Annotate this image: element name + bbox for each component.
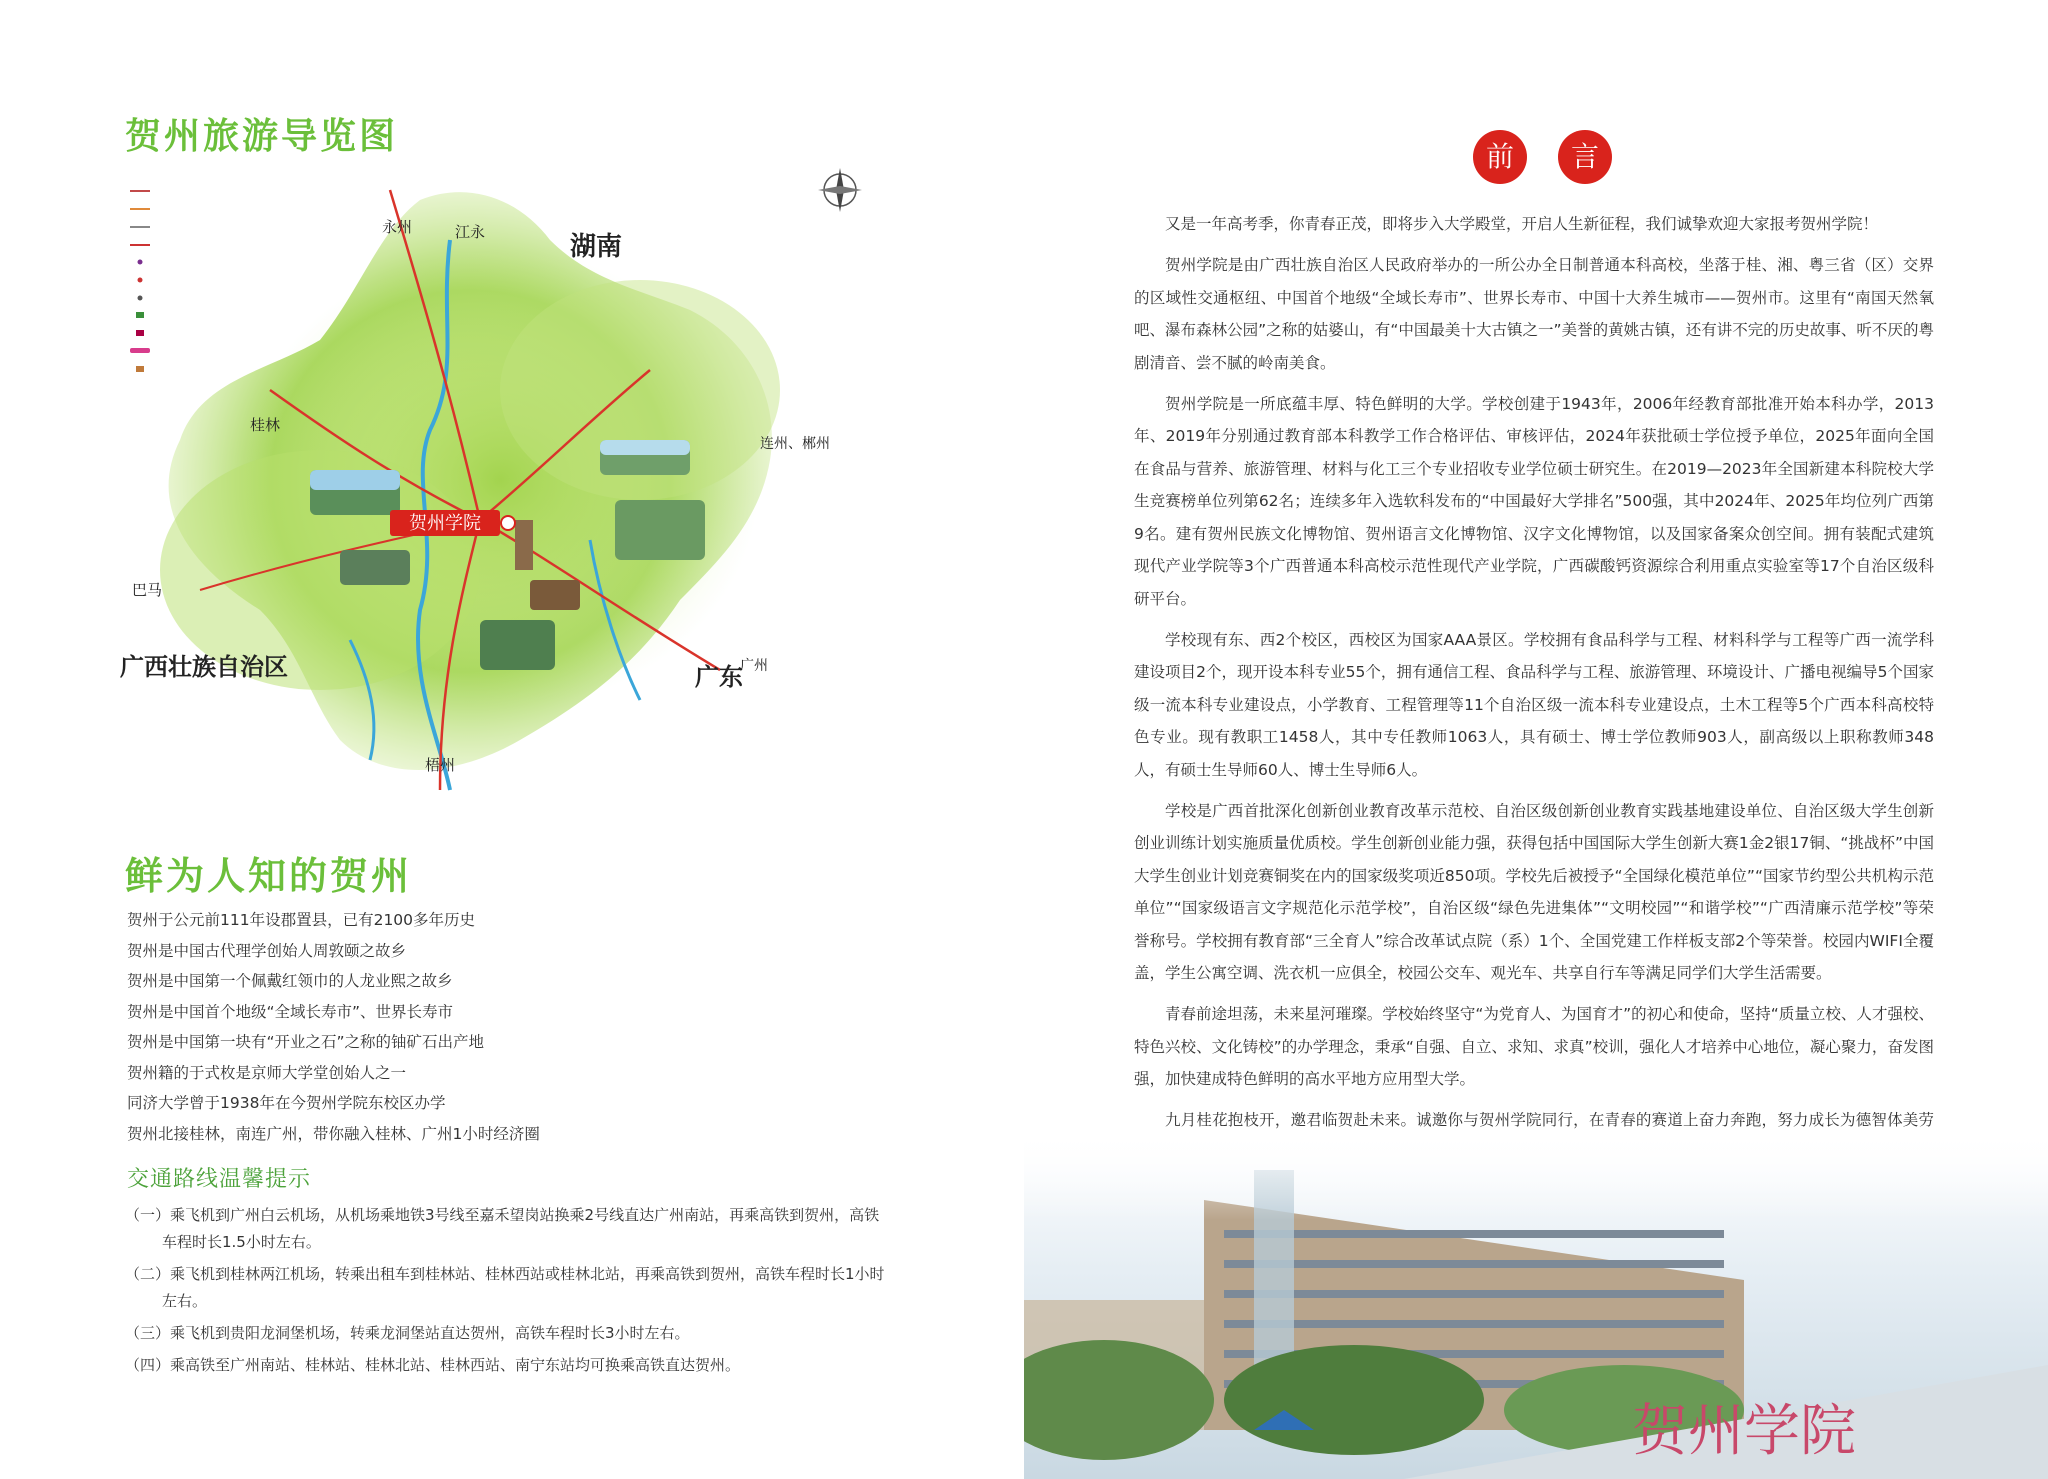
preface-char-badge: 前 [1473, 130, 1527, 184]
preface-paragraph: 贺州学院是一所底蕴丰厚、特色鲜明的大学。学校创建于1943年，2006年经教育部批准开始本科办学，2013年、2019年分别通过教育部本科教学工作合格评估、审核评估，2024年获批硕士学位授予单位，2025年面向全国在食品与营养、旅游管理、材料与化工三个专业招收专业学位硕士研究生。在2019—2023年全国新建本科院校大学生竞赛榜单位列第62名；连续多年入选软科发布的“中国最好大学排名”500强，其中2024年、2025年均位列广西第9名。建有贺州民族文化博物馆、贺州语言文化博物馆、汉字文化博物馆，以及国家备案众创空间。拥有装配式建筑现代产业学院等3个广西普通本科高校示范性现代产业学院，广西碳酸钙资源综合利用重点实验室等17个自治区级科研平台。 [1134, 394, 1934, 608]
map-title: 贺州旅游导览图 [125, 115, 399, 157]
tourism-map [120, 140, 890, 840]
map-label-guilin: 桂林 [250, 416, 281, 434]
fact-item: 贺州是中国首个地级“全域长寿市”、世界长寿市 [127, 1002, 454, 1021]
map-label-hezhou-university: 贺州学院 [409, 513, 481, 534]
preface-text [1134, 208, 1934, 1178]
preface-paragraph: 贺州学院是由广西壮族自治区人民政府举办的一所公办全日制普通本科高校，坐落于桂、湘、粤三省（区）交界的区域性交通枢纽、中国首个地级“全域长寿市”、世界长寿市、中国十大养生城市——贺州市。这里有“南国天然氧吧、瀑布森林公园”之称的姑婆山，有“中国最美十大古镇之一”美誉的黄姚古镇，还有讲不完的历史故事、听不厌的粤剧清音、尝不腻的岭南美食。 [1134, 256, 1934, 372]
map-label-guangdong: 广东 [695, 662, 743, 691]
facts-list [127, 905, 907, 1149]
fact-item: 贺州籍的于式枚是京师大学堂创始人之一 [127, 1063, 407, 1082]
traffic-list [125, 1202, 885, 1384]
map-label-hunan: 湖南 [570, 232, 623, 262]
traffic-item: （四）乘高铁至广州南站、桂林站、桂林北站、桂林西站、南宁东站均可换乘高铁直达贺州。 [125, 1356, 741, 1374]
preface-char-badge: 言 [1558, 130, 1612, 184]
campus-photo [1024, 1130, 2048, 1479]
fact-item: 贺州于公元前111年设郡置县，已有2100多年历史 [127, 911, 476, 929]
traffic-title: 交通路线温馨提示 [127, 1167, 312, 1192]
map-label-bama: 巴马 [132, 581, 163, 599]
preface-paragraph: 九月桂花抱枝开，邀君临贺赴未来。诚邀你与贺州学院同行，在青春的赛道上奋力奔跑，努力成长为德智体美劳 [1165, 1111, 1934, 1129]
traffic-item: （一）乘飞机到广州白云机场，从机场乘地铁3号线至嘉禾望岗站换乘2号线直达广州南站，再乘高铁到贺州，高铁车程时长1.5小时左右。 [125, 1206, 880, 1251]
fact-item: 同济大学曾于1938年在今贺州学院东校区办学 [127, 1094, 446, 1112]
campus-sign-text: 贺州学院 [1632, 1399, 1856, 1464]
map-label-yongzhou: 永州 [382, 218, 413, 236]
traffic-item: （三）乘飞机到贵阳龙洞堡机场，转乘龙洞堡站直达贺州，高铁车程时长3小时左右。 [125, 1324, 690, 1342]
facts-title: 鲜为人知的贺州 [125, 853, 413, 898]
fact-item: 贺州是中国古代理学创始人周敦颐之故乡 [127, 941, 407, 960]
preface-paragraph: 又是一年高考季，你青春正茂，即将步入大学殿堂，开启人生新征程，我们诚挚欢迎大家报考贺州学院！ [1165, 215, 1879, 233]
map-label-guangxi: 广西壮族自治区 [120, 652, 288, 681]
fact-item: 贺州是中国第一块有“开业之石”之称的铀矿石出产地 [127, 1033, 485, 1051]
fact-item: 贺州是中国第一个佩戴红领巾的人龙业熙之故乡 [127, 972, 453, 990]
preface-paragraph: 学校现有东、西2个校区，西校区为国家AAA景区。学校拥有食品科学与工程、材料科学与工程等广西一流学科建设项目2个，现开设本科专业55个，拥有通信工程、食品科学与工程、旅游管理、环境设计、广播电视编导5个国家级一流本科专业建设点，小学教育、工程管理等11个自治区级一流本科专业建设点，土木工程等5个广西本科高校特色专业。现有教职工1458人，其中专任教师1063人，具有硕士、博士学位教师903人，副高级以上职称教师348人，有硕士生导师60人、博士生导师6人。 [1134, 630, 1934, 779]
compass-icon [818, 168, 862, 212]
map-legend [130, 190, 150, 372]
traffic-item: （二）乘飞机到桂林两江机场，转乘出租车到桂林站、桂林西站或桂林北站，再乘高铁到贺州，高铁车程时长1小时左右。 [125, 1265, 885, 1310]
map-label-wuzhou: 梧州 [425, 756, 456, 774]
map-label-guangzhou: 广州 [740, 658, 768, 674]
fact-item: 贺州北接桂林，南连广州，带你融入桂林、广州1小时经济圈 [127, 1124, 540, 1143]
preface-paragraph: 学校是广西首批深化创新创业教育改革示范校、自治区级创新创业教育实践基地建设单位、自治区级大学生创新创业训练计划实施质量优质校。学生创新创业能力强，获得包括中国国际大学生创新大赛1金2银17铜、“挑战杯”中国大学生创业计划竞赛铜奖在内的国家级奖项近850项。学校先后被授予“全国绿化模范单位”“国家节约型公共机构示范单位”“国家级语言文字规范化示范学校”，自治区级“绿色先进集体”“文明校园”“和谐学校”“广西清廉示范学校”等荣誉称号。学校拥有教育部“三全育人”综合改革试点院（系）1个、全国党建工作样板支部2个等荣誉。校园内WIFI全覆盖，学生公寓空调、洗衣机一应俱全，校园公交车、观光车、共享自行车等满足同学们大学生活需要。 [1134, 801, 1934, 982]
map-label-jiangyong: 江永 [455, 223, 486, 241]
preface-paragraph: 青春前途坦荡，未来星河璀璨。学校始终坚守“为党育人、为国育才”的初心和使命，坚持“质量立校、人才强校、特色兴校、文化铸校”的办学理念，秉承“自强、自立、求知、求真”校训，强化人才培养中心地位，凝心聚力，奋发图强，加快建成特色鲜明的高水平地方应用型大学。 [1134, 1005, 1934, 1088]
map-label-lianzhou: 连州、郴州 [760, 436, 830, 452]
